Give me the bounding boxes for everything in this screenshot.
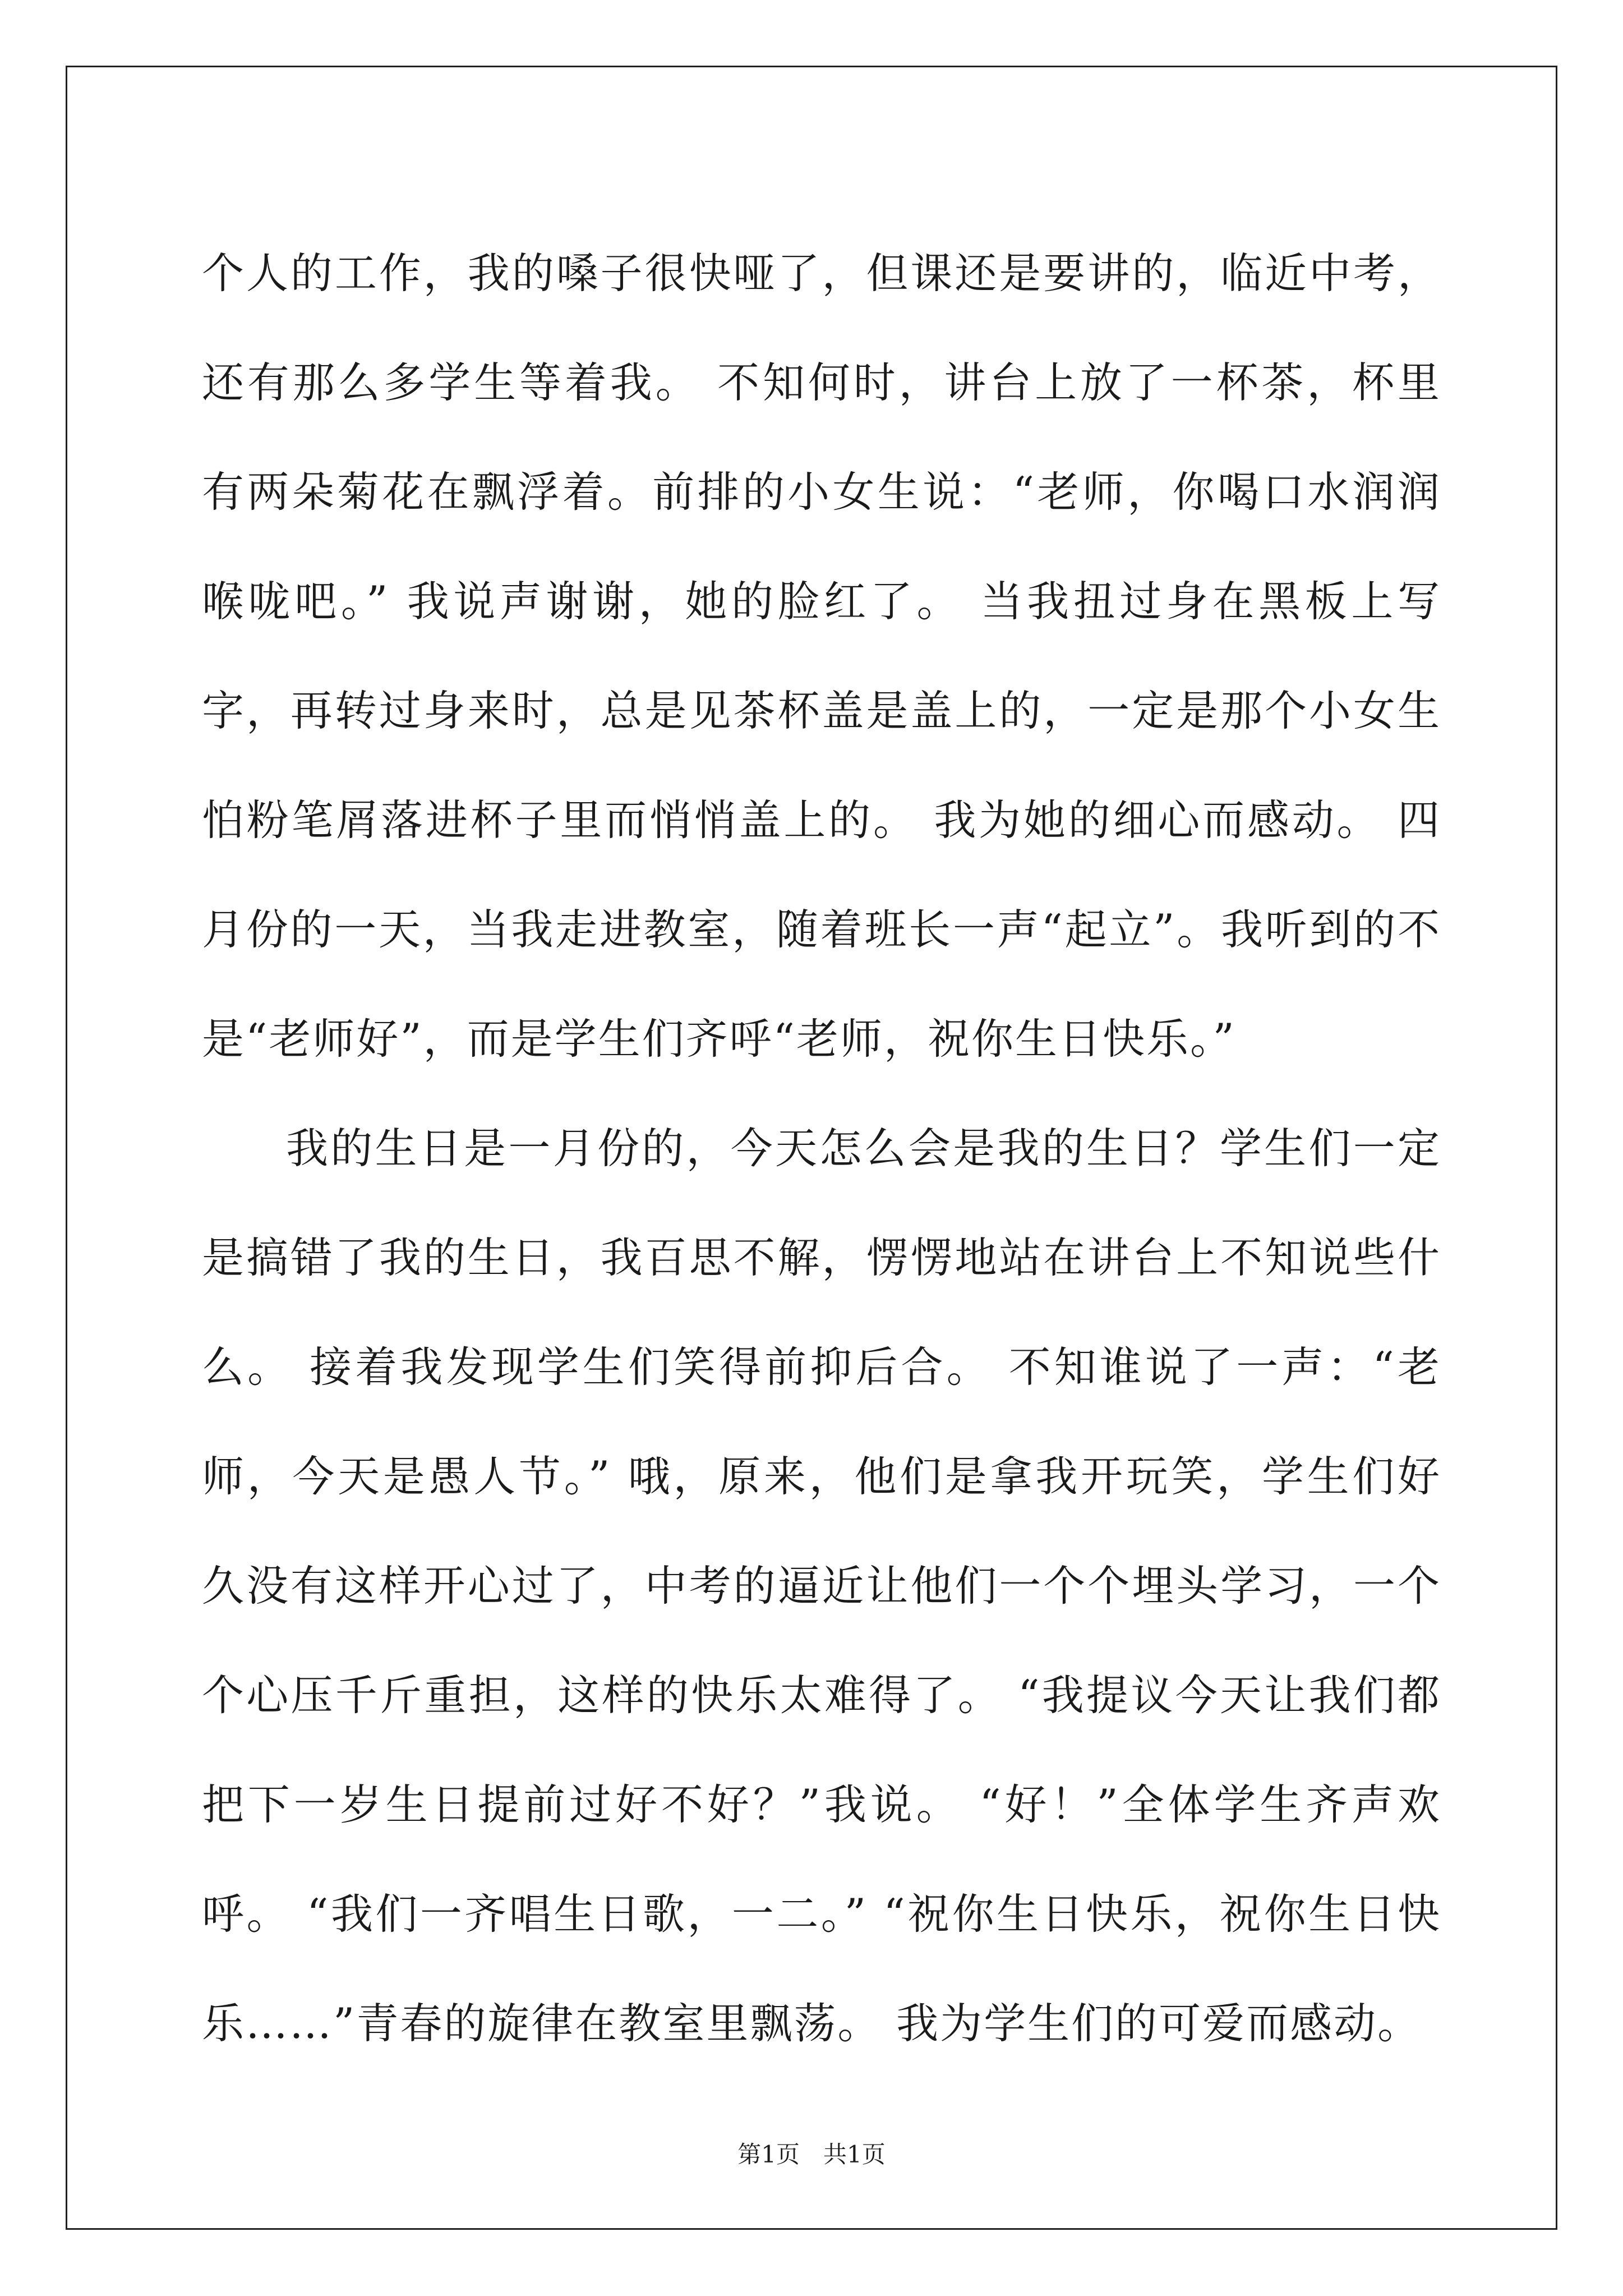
page-footer: 第1页 共1页 [737, 2141, 886, 2168]
paragraph-2: 我的生日是一月份的，今天怎么会是我的生日？学生们一定是搞错了我的生日，我百思不解，愣愣地站在讲台上不知说些什么。 接着我发现学生们笑得前抑后合。 不知谁说了一声：“老师，今天是愚人节。” 哦，原来，他们是拿我开玩笑，学生们好久没有这样开心过了，中考的逼近让他们一个个埋头学习，一个个心压千斤重担，这样的快乐太难得了。 “我提议今天让我们都把下一岁生日提前过好不好？”我说。 “好！”全体学生齐声欢呼。 “我们一齐唱生日歌，一二。” “祝你生日快乐，祝你生日快乐……”青春的旋律在教室里飘荡。 我为学生们的可爱而感动。 [202, 1124, 1441, 2048]
document-body [202, 219, 1441, 2078]
paragraph-1: 个人的工作，我的嗓子很快哑了，但课还是要讲的，临近中考，还有那么多学生等着我。 不知何时，讲台上放了一杯茶，杯里有两朵菊花在飘浮着。前排的小女生说：“老师，你喝口水润润喉咙吧。” 我说声谢谢，她的脸红了。 当我扭过身在黑板上写字，再转过身来时，总是见茶杯盖是盖上的，一定是那个小女生怕粉笔屑落进杯子里而悄悄盖上的。 我为她的细心而感动。 四月份的一天，当我走进教室，随着班长一声“起立”。我听到的不是“老师好”，而是学生们齐呼“老师，祝你生日快乐。” [202, 249, 1441, 1064]
